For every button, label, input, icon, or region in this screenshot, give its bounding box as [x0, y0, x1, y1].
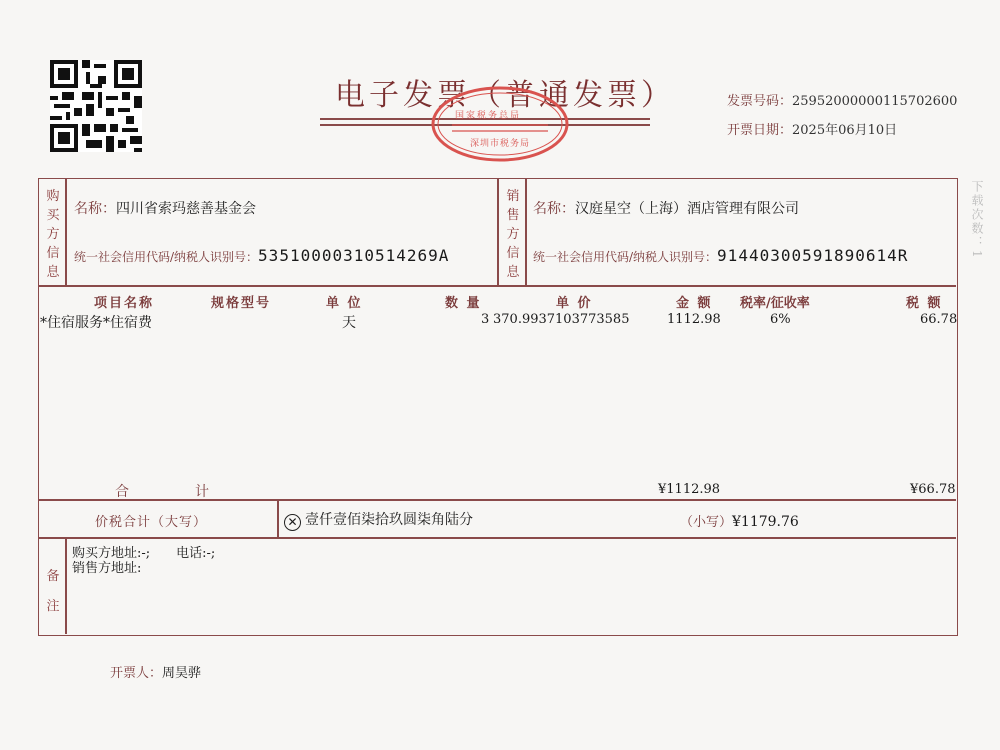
item-qty: 3	[481, 312, 490, 327]
item-unit: 天	[342, 315, 356, 331]
seller-tax-row: 统一社会信用代码/纳税人识别号：91440300591890614R	[533, 246, 909, 265]
issuer-row: 开票人：周昊骅	[110, 666, 202, 681]
seller-name: 汉庭星空（上海）酒店管理有限公司	[575, 201, 799, 217]
seller-address: 销售方地址:	[72, 561, 142, 576]
invoice-number-label: 发票号码：	[727, 94, 793, 109]
col-header-unit: 单 位	[326, 296, 363, 311]
item-name: *住宿服务*住宿费	[40, 315, 152, 331]
buyer-phone: 电话:-;	[176, 546, 216, 561]
col-header-amount: 金 额	[676, 296, 713, 311]
cancel-circle-icon: ✕	[284, 514, 301, 531]
item-rate: 6%	[770, 312, 791, 327]
seal-bottom-text: 深圳市税务局	[470, 139, 531, 149]
item-amount: 1112.98	[667, 312, 721, 327]
buyer-tax-id: 53510000310514269A	[258, 246, 450, 265]
col-header-rate: 税率/征收率	[740, 296, 810, 311]
invoice-number: 25952000000115702600	[792, 94, 958, 109]
grand-total-upper: 壹仟壹佰柒拾玖圆柒角陆分	[305, 512, 473, 528]
total-amount: ¥1112.98	[658, 482, 721, 497]
issuer-name: 周昊骅	[162, 666, 202, 681]
issue-date-label: 开票日期：	[727, 123, 793, 138]
col-header-name: 项目名称	[94, 296, 155, 311]
grand-total-lower: ¥1179.76	[732, 514, 799, 530]
buyer-section-label: 购 买 方 信 息	[46, 189, 60, 280]
seller-section-label: 销 售 方 信 息	[506, 189, 520, 280]
item-price: 370.9937103773585	[493, 312, 630, 327]
grand-total-label: 价税合计（大写）	[95, 515, 208, 530]
remarks-section-label: 备 注	[46, 569, 60, 614]
issue-date-row	[727, 119, 897, 138]
col-header-tax: 税 额	[906, 296, 943, 311]
col-header-spec: 规格型号	[211, 296, 272, 311]
download-count: 下载次数：1	[970, 180, 984, 260]
seal-top-text: 国家税务总局	[455, 111, 522, 121]
seller-tax-id: 91440300591890614R	[717, 246, 909, 265]
col-header-qty: 数 量	[445, 296, 482, 311]
official-seal	[430, 85, 570, 163]
total-label: 合 计	[115, 484, 211, 500]
buyer-address: 购买方地址:-;	[72, 546, 151, 561]
col-header-price: 单 价	[556, 296, 593, 311]
invoice-number-row	[727, 90, 957, 109]
grand-total-lower-row: （小写）¥1179.76	[680, 514, 799, 530]
grand-total-upper-row	[284, 509, 473, 531]
buyer-name: 四川省索玛慈善基金会	[116, 201, 256, 217]
seller-name-row: 名称：汉庭星空（上海）酒店管理有限公司	[533, 201, 799, 217]
qr-code	[50, 60, 142, 152]
item-tax: 66.78	[920, 312, 958, 327]
buyer-tax-row: 统一社会信用代码/纳税人识别号：53510000310514269A	[74, 246, 450, 265]
total-tax: ¥66.78	[910, 482, 956, 497]
invoice-title: 电子发票（普通发票）	[335, 78, 675, 113]
issue-date: 2025年06月10日	[792, 123, 898, 138]
buyer-name-row: 名称：四川省索玛慈善基金会	[74, 201, 256, 217]
